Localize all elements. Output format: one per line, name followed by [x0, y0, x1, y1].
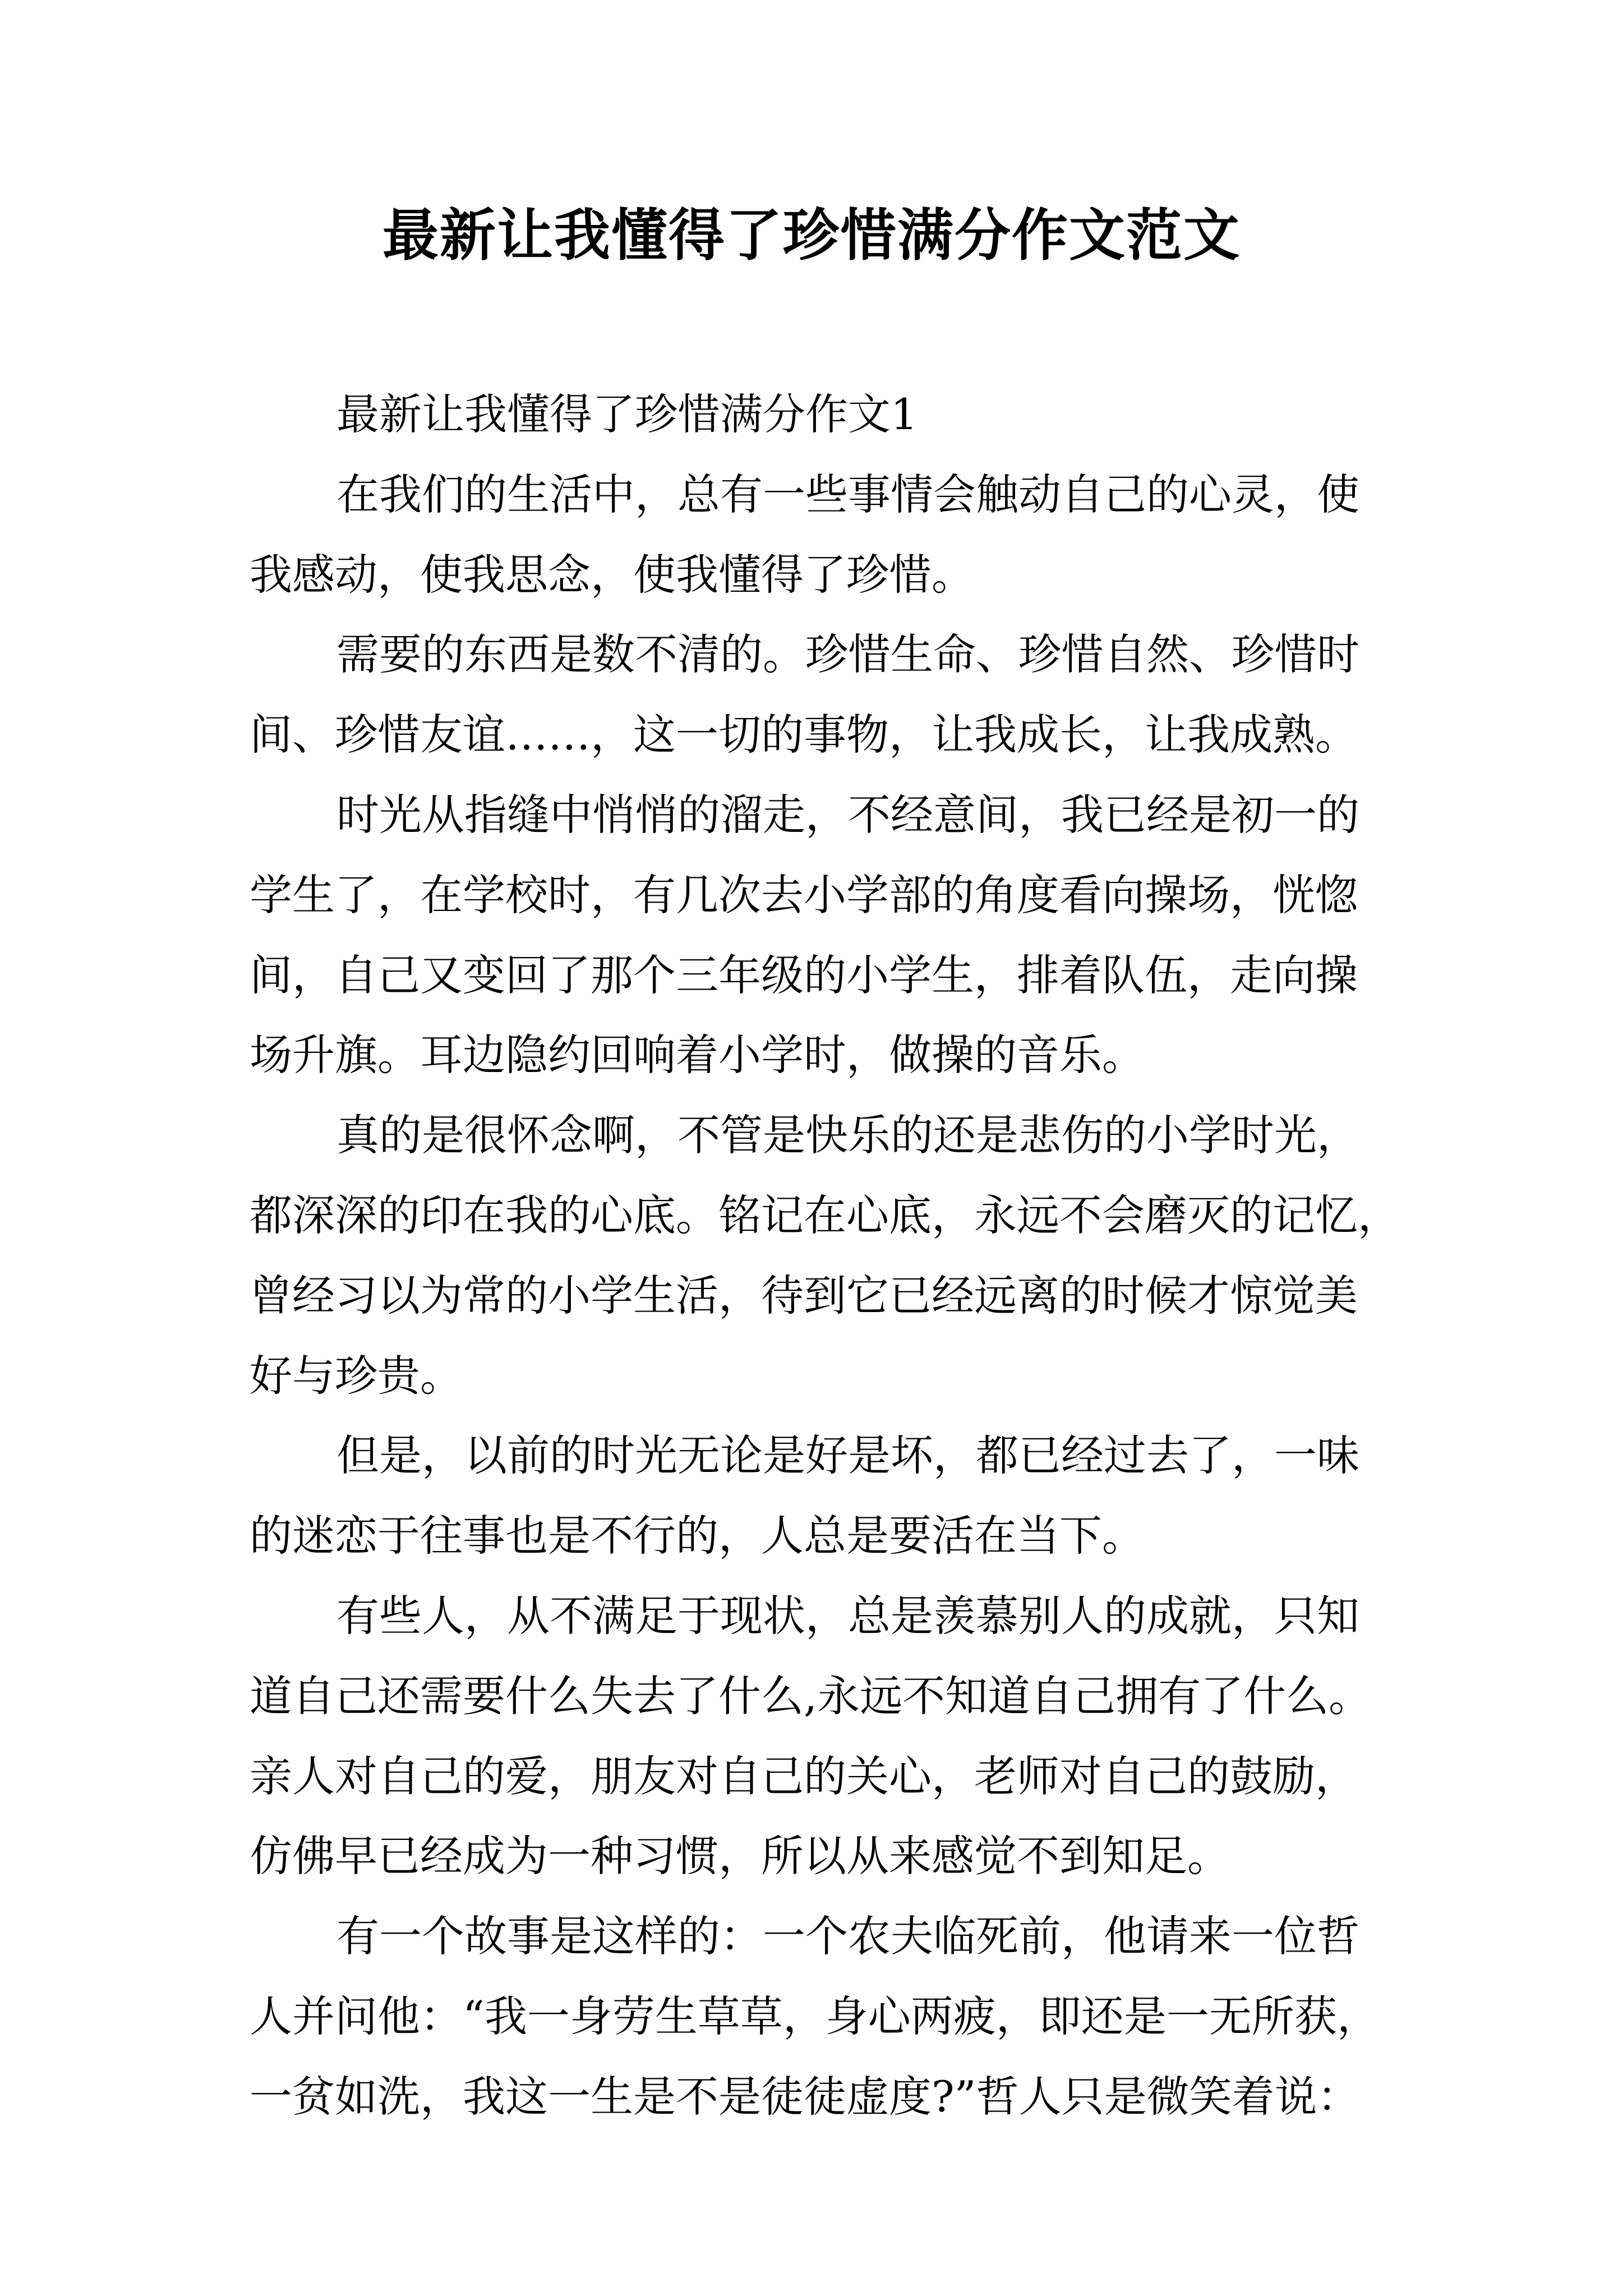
document-body	[250, 375, 1410, 2137]
paragraph-line: 场升旗。耳边隐约回响着小学时，做操的音乐。	[250, 1030, 1145, 1080]
paragraph-line: 在我们的生活中，总有一些事情会触动自己的心灵，使	[336, 469, 1359, 519]
paragraph-line: 有一个故事是这样的：一个农夫临死前，他请来一位哲	[336, 1911, 1359, 1962]
paragraph-line: 的迷恋于往事也是不行的，人总是要活在当下。	[250, 1511, 1145, 1561]
paragraph-line: 真的是很怀念啊，不管是快乐的还是悲伤的小学时光，	[336, 1110, 1359, 1161]
paragraph-line: 间、珍惜友谊……，这一切的事物，让我成长，让我成熟。	[250, 710, 1358, 760]
paragraph-line: 都深深的印在我的心底。铭记在心底，永远不会磨灭的记忆，	[250, 1190, 1400, 1240]
paragraph-line: 时光从指缝中悄悄的溜走，不经意间，我已经是初一的	[336, 789, 1359, 840]
paragraph-line: 我感动，使我思念，使我懂得了珍惜。	[250, 549, 974, 600]
paragraph-line: 需要的东西是数不清的。珍惜生命、珍惜自然、珍惜时	[336, 629, 1359, 680]
paragraph-line: 有些人，从不满足于现状，总是羡慕别人的成就，只知	[336, 1590, 1359, 1641]
document-title: 最新让我懂得了珍惜满分作文范文	[382, 203, 1241, 268]
paragraph-line: 好与珍贵。	[250, 1350, 463, 1401]
paragraph-line: 曾经习以为常的小学生活，待到它已经远离的时候才惊觉美	[250, 1270, 1358, 1320]
paragraph-line: 但是，以前的时光无论是好是坏，都已经过去了，一味	[336, 1430, 1359, 1481]
paragraph-line: 一贫如洗，我这一生是不是徒徒虚度?”哲人只是微笑着说：	[250, 2071, 1360, 2122]
paragraph-line: 人并问他：“我一身劳生草草，身心两疲，即还是一无所获，	[250, 1991, 1380, 2041]
paragraph-line: 亲人对自己的爱，朋友对自己的关心，老师对自己的鼓励，	[250, 1751, 1358, 1801]
paragraph-line: 道自己还需要什么失去了什么,永远不知道自己拥有了什么。	[250, 1671, 1372, 1721]
paragraph-line: 间，自己又变回了那个三年级的小学生，排着队伍，走向操	[250, 950, 1358, 1000]
paragraph-line: 仿佛早已经成为一种习惯，所以从来感觉不到知足。	[250, 1831, 1230, 1881]
paragraph-line: 学生了，在学校时，有几次去小学部的角度看向操场，恍惚	[250, 869, 1358, 920]
paragraph-line: 最新让我懂得了珍惜满分作文1	[336, 389, 918, 439]
